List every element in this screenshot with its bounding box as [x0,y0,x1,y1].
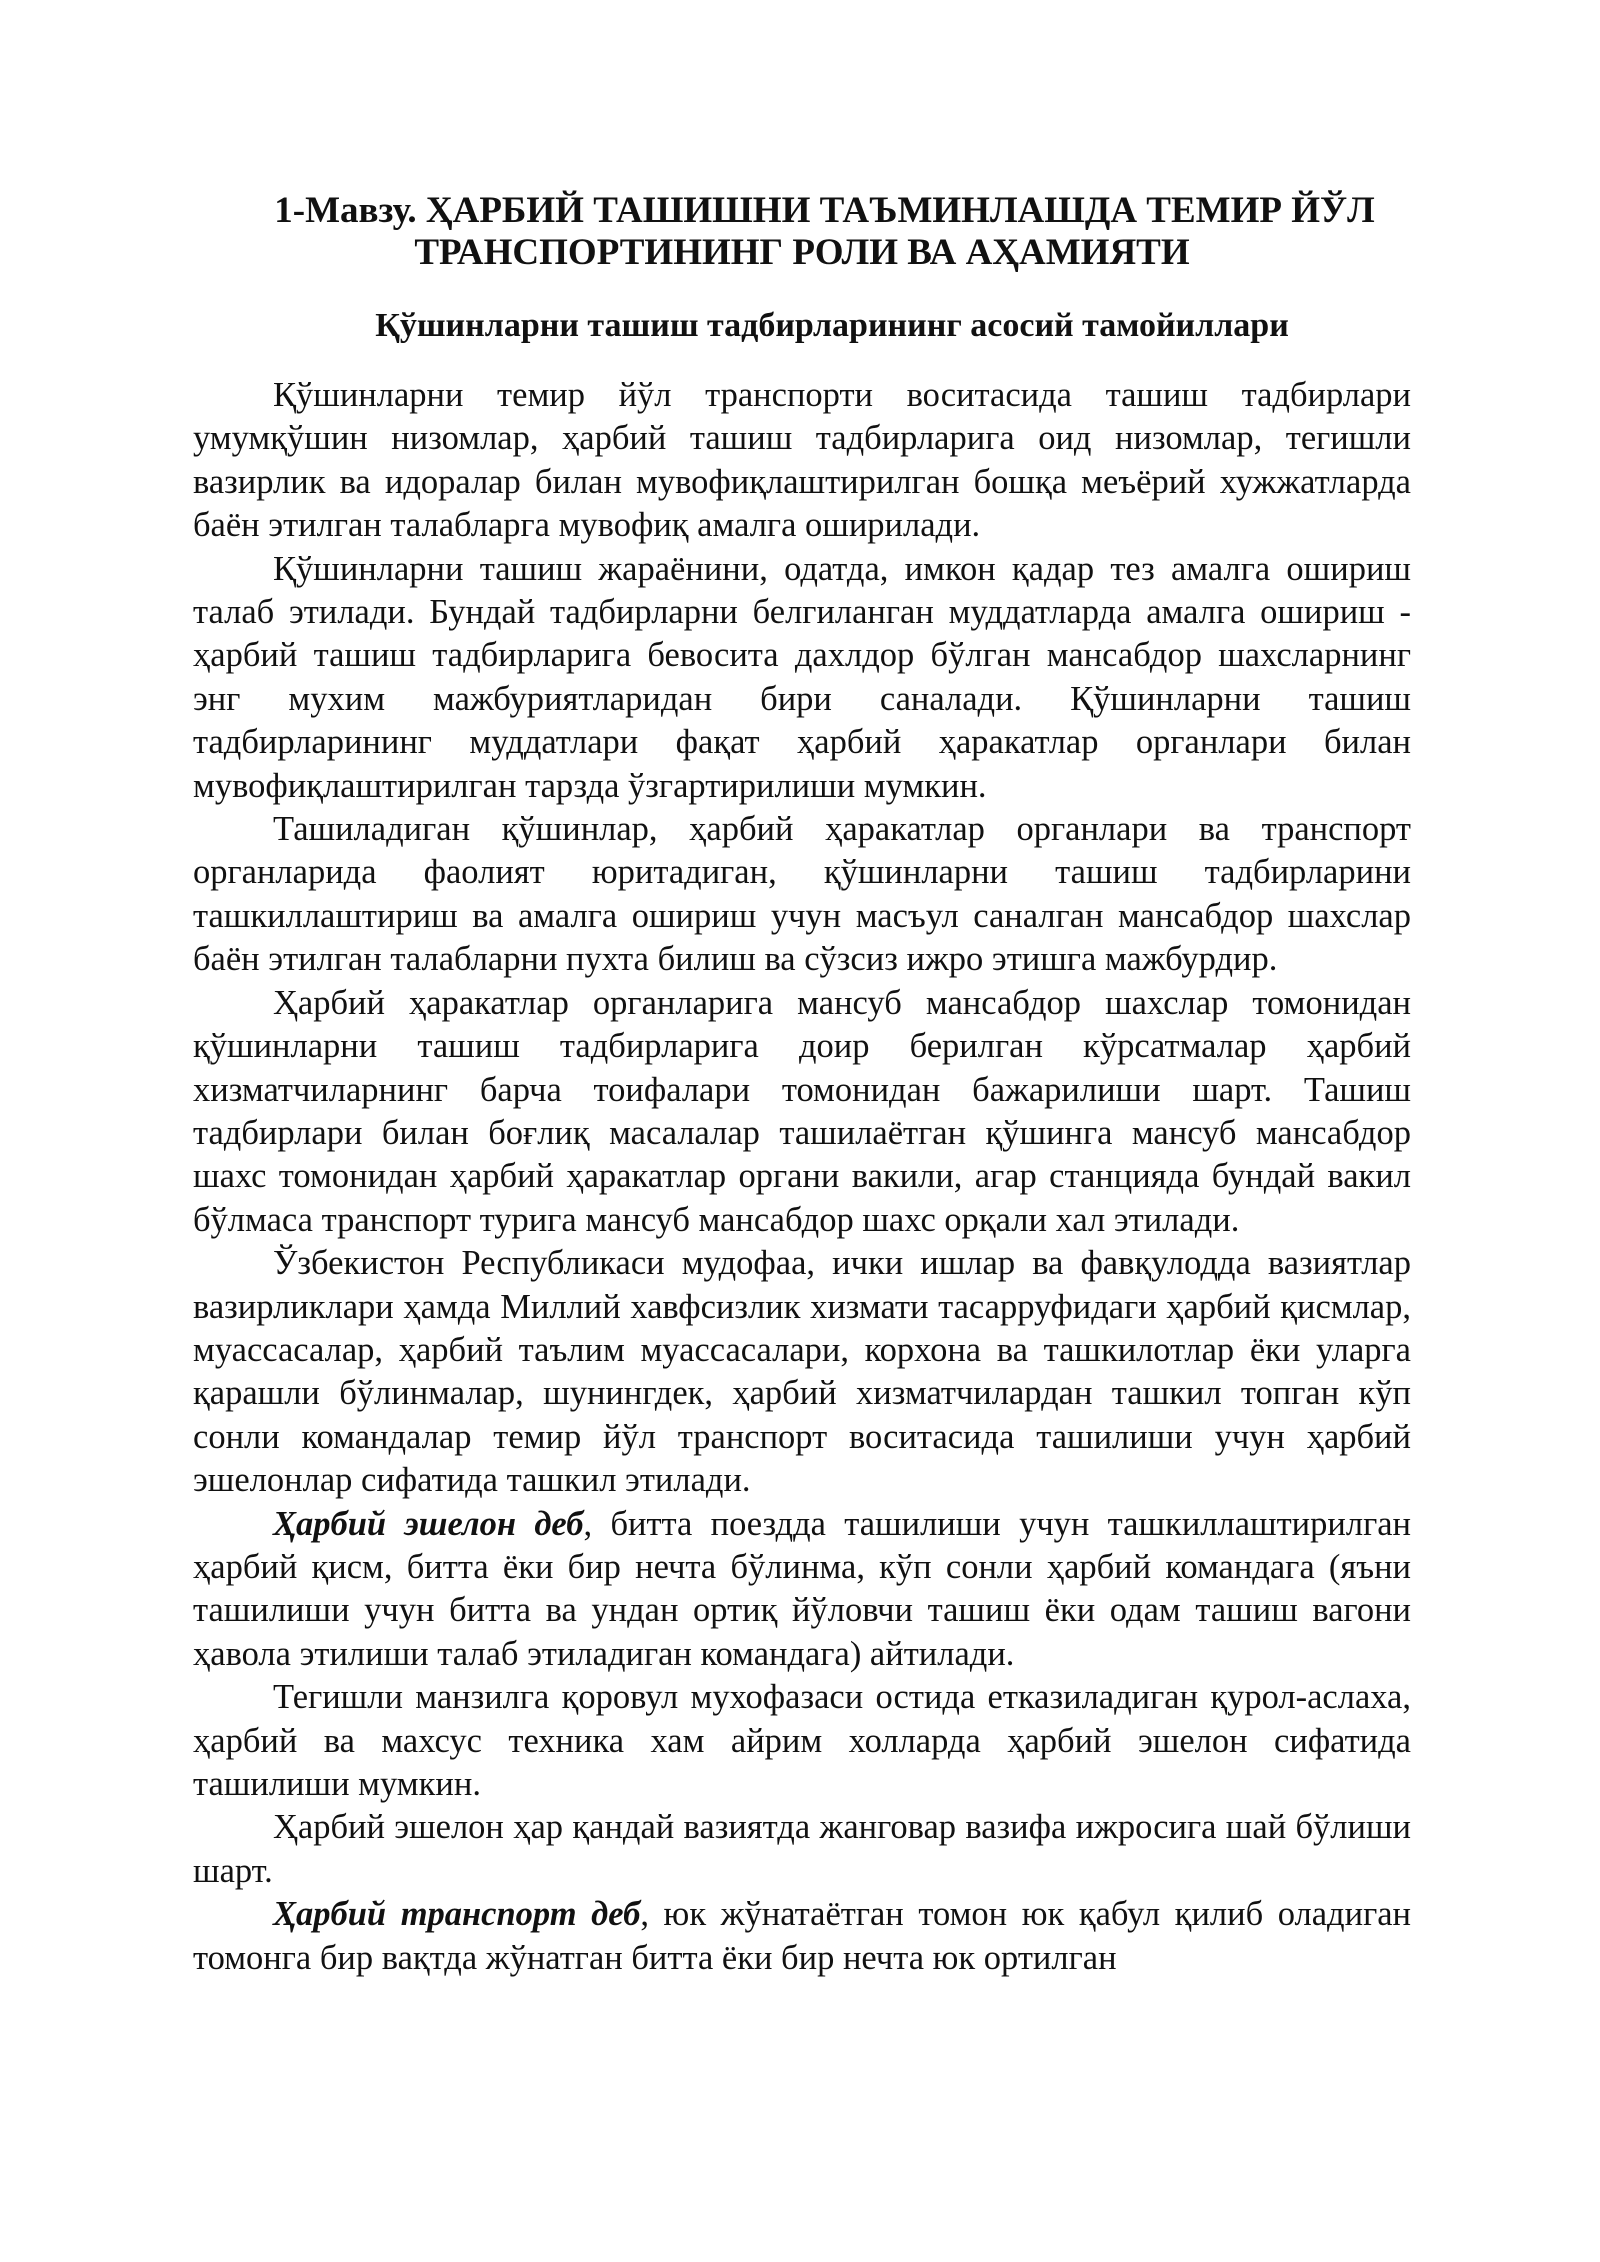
paragraph-text: Ўзбекистон Республикаси мудофаа, ички ишлар ва фавқулодда вазиятлар вазирликлари ҳамда Миллий хавфсизлик хизмати тасарруфидаги ҳарбий қисмлар, муассасалар, ҳарбий таълим муассасалари, корхона ва ташкилотлар ёки уларга қарашли бўлинмалар, шунингдек, ҳарбий хизматчилардан ташкил топган кўп сонли командалар темир йўл транспорт воситасида ташилиши учун ҳарбий эшелонлар сифатида ташкил этилади. [193,1244,1411,1500]
paragraph-5 [193,1242,1411,1502]
document-title [193,190,1411,274]
paragraph-2 [193,548,1411,808]
section-subtitle: Қўшинларни ташиш тадбирларининг асосий тамойиллари [375,307,1289,344]
paragraph-text: Ҳарбий ҳаракатлар органларига мансуб мансабдор шахслар томонидан қўшинларни ташиш тадбирларига доир берилган кўрсатмалар ҳарбий хизматчиларнинг барча тоифалари томонидан бажарилиши шарт. Ташиш тадбирлари билан боғлиқ масалалар ташилаётган қўшинга мансуб мансабдор шахс томонидан ҳарбий ҳаракатлар органи вакили, агар станцияда бундай вакил бўлмаса транспорт турига мансуб мансабдор шахс орқали хал этилади. [193,983,1411,1239]
paragraph-3 [193,808,1411,982]
paragraph-text: Тегишли манзилга қоровул мухофазаси остида етказиладиган қурол-аслаха, ҳарбий ва махсус техника хам айрим холларда ҳарбий эшелон сифатида ташилиши мумкин. [193,1678,1411,1803]
paragraph-text: , юк жўнатаётган томон юк қабул қилиб оладиган томонга бир вақтда жўнатган битта ёки бир нечта юк ортилган [193,1895,1411,1977]
document-page [193,190,1411,1980]
paragraph-text: , битта поездда ташилиши учун ташкиллаштирилган ҳарбий қисм, битта ёки бир нечта бўлинма, кўп сонли ҳарбий командага (яъни ташилиши учун битта ва ундан ортиқ йўловчи ташиш ёки одам ташиш вагони ҳавола этилиши талаб этиладиган командага) айтилади. [193,1504,1411,1673]
defined-term: Ҳарбий эшелон деб [273,1504,584,1543]
paragraph-text: Қўшинларни темир йўл транспорти воситасида ташиш тадбирлари умумқўшин низомлар, ҳарбий ташиш тадбирларига оид низомлар, тегишли вазирлик ва идоралар билан мувофиқлаштирилган бошқа меъёрий хужжатларда баён этилган талабларга мувофиқ амалга оширилади. [193,376,1411,545]
paragraph-text: Ҳарбий эшелон ҳар қандай вазиятда жанговар вазифа ижросига шай бўлиши шарт. [193,1808,1411,1890]
paragraph-7 [193,1676,1411,1806]
defined-term: Ҳарбий транспорт деб [273,1895,641,1934]
paragraph-4 [193,982,1411,1242]
paragraph-8 [193,1806,1411,1893]
paragraph-6-definition [193,1503,1411,1677]
paragraph-9-definition [193,1893,1411,1980]
title-line-1: 1-Мавзу. ҲАРБИЙ ТАШИШНИ ТАЪМИНЛАШДА ТЕМИР ЙЎЛ [274,190,1375,231]
paragraph-1 [193,374,1411,548]
paragraph-text: Қўшинларни ташиш жараёнини, одатда, имкон қадар тез амалга ошириш талаб этилади. Бундай тадбирларни белгиланган муддатларда амалга ошириш - ҳарбий ташиш тадбирларига бевосита дахлдор бўлган мансабдор шахсларнинг энг мухим мажбуриятларидан бири саналади. Қўшинларни ташиш тадбирларининг муддатлари фақат ҳарбий ҳаракатлар органлари билан мувофиқлаштирилган тарзда ўзгартирилиши мумкин. [193,549,1411,805]
title-line-2: ТРАНСПОРТИНИНГ РОЛИ ВА АҲАМИЯТИ [414,232,1190,273]
paragraph-text: Ташиладиган қўшинлар, ҳарбий ҳаракатлар органлари ва транспорт органларида фаолият юритадиган, қўшинларни ташиш тадбирларини ташкиллаштириш ва амалга ошириш учун масъул саналган мансабдор шахслар баён этилган талабларни пухта билиш ва сўзсиз ижро этишга мажбурдир. [193,810,1411,979]
